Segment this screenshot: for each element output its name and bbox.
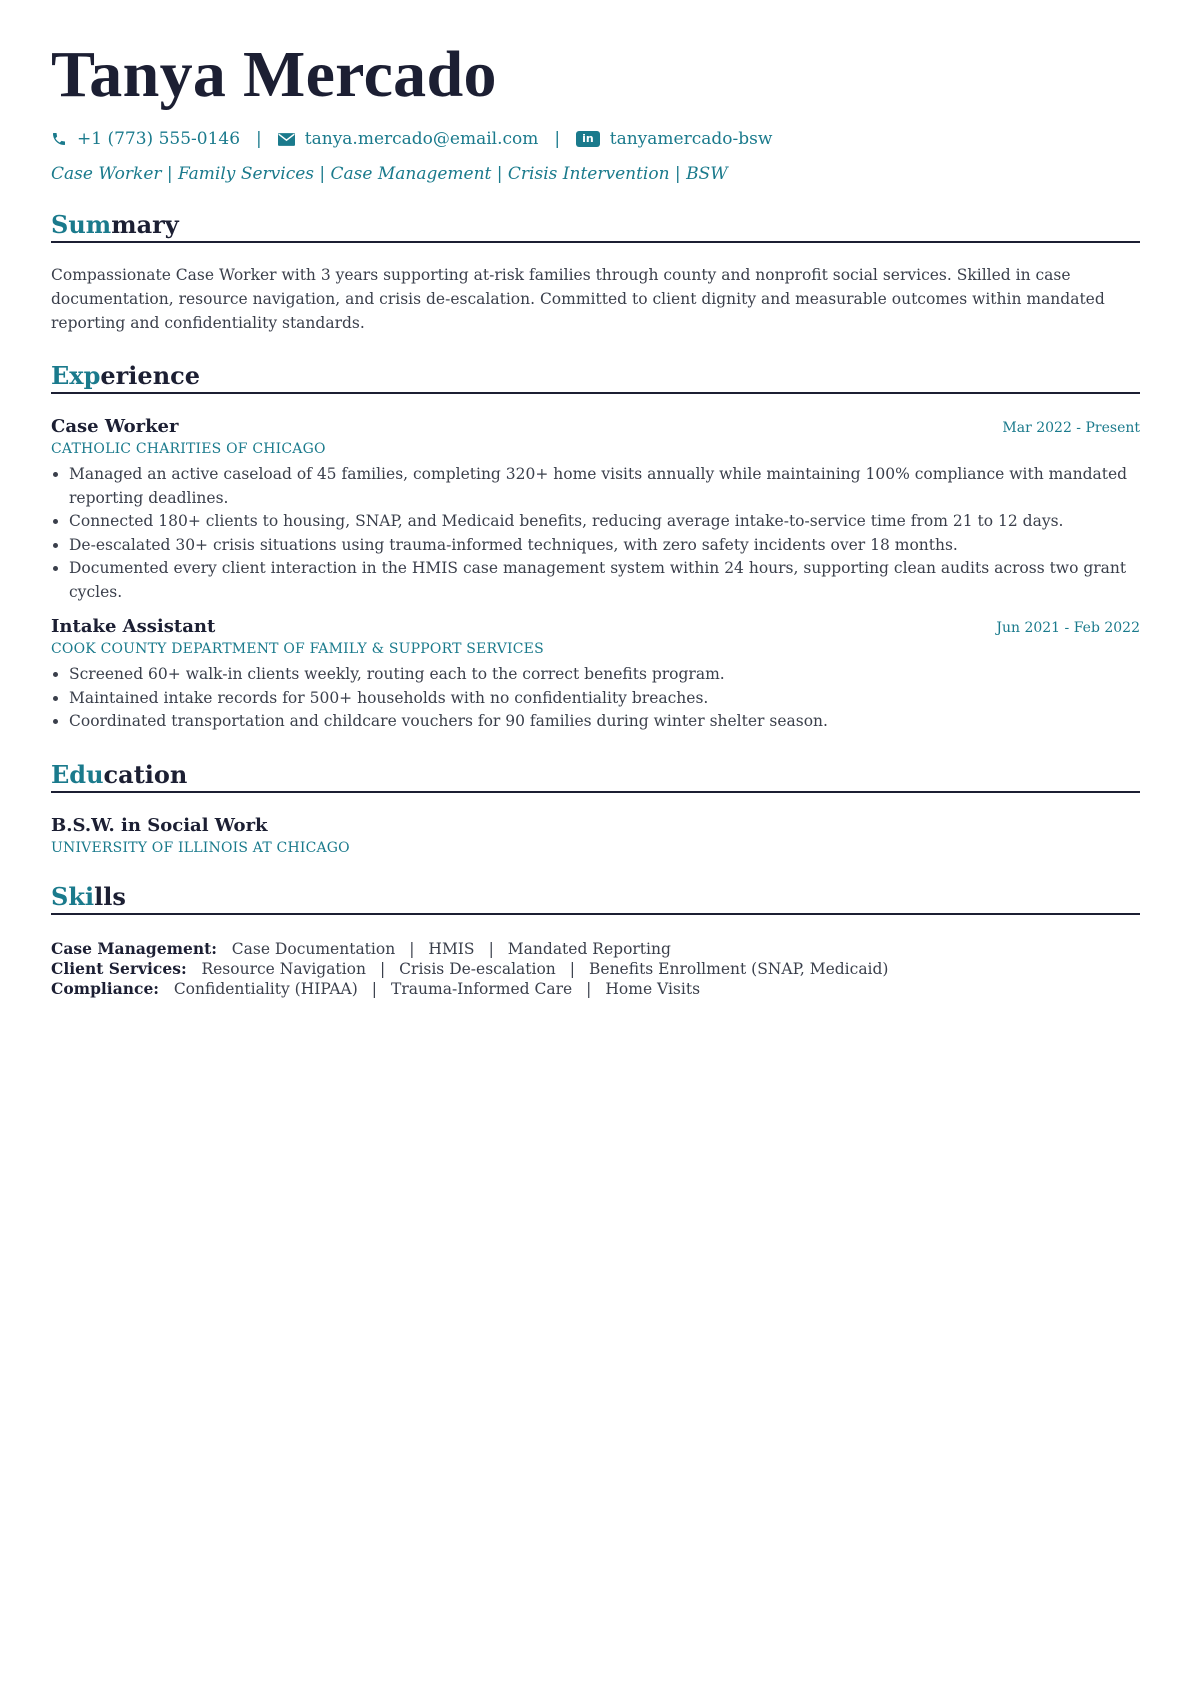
list-item: • De-escalated 30+ crisis situations using trauma-informed techniques, with zero safety incidents over 18 months. xyxy=(69,534,1140,558)
skill-category: Client Services: xyxy=(51,958,187,978)
email-contact[interactable] xyxy=(278,129,539,149)
job-entry xyxy=(51,416,1140,604)
education-section xyxy=(51,760,1140,856)
phone-number: +1 (773) 555-0146 xyxy=(77,129,241,149)
list-item: • Coordinated transportation and childcare vouchers for 90 families during winter shelter season. xyxy=(69,710,1140,734)
section-title-education: Education xyxy=(51,760,1140,793)
job-dates: Jun 2021 - Feb 2022 xyxy=(996,620,1140,636)
last-name: Mercado xyxy=(242,38,497,111)
job-bullets xyxy=(51,663,1140,734)
skill-row: Compliance: Confidentiality (HIPAA) | Trauma-Informed Care | Home Visits xyxy=(51,978,701,998)
job-organization: CATHOLIC CHARITIES OF CHICAGO xyxy=(51,441,326,457)
headline-tagline: Case Worker | Family Services | Case Management | Crisis Intervention | BSW xyxy=(51,164,728,184)
skill-item: Benefits Enrollment (SNAP, Medicaid) xyxy=(589,959,889,978)
education-entry xyxy=(51,815,1140,856)
job-entry xyxy=(51,616,1140,734)
experience-section xyxy=(51,361,1140,734)
skill-item: Resource Navigation xyxy=(201,959,366,978)
phone-contact[interactable] xyxy=(51,129,240,149)
linkedin-handle: tanyamercado-bsw xyxy=(609,129,773,149)
list-item: • Screened 60+ walk-in clients weekly, routing each to the correct benefits program. xyxy=(69,663,1140,687)
list-item: • Documented every client interaction in the HMIS case management system within 24 hours, supporting clean audits across two grant cycles. xyxy=(69,557,1140,604)
skill-item: Mandated Reporting xyxy=(507,939,671,958)
section-title-experience: Experience xyxy=(51,361,1140,394)
skill-row: Case Management: Case Documentation | HMIS | Mandated Reporting xyxy=(51,938,671,958)
summary-section xyxy=(51,210,1140,335)
section-title-summary: Summary xyxy=(51,210,1140,243)
contact-separator: | xyxy=(256,129,262,149)
skill-row: Client Services: Resource Navigation | Crisis De-escalation | Benefits Enrollment (SNAP, Medicaid) xyxy=(51,958,889,978)
skills-list xyxy=(51,939,1140,999)
linkedin-icon xyxy=(576,131,600,147)
skill-category: Compliance: xyxy=(51,978,160,998)
skill-item: HMIS xyxy=(428,939,475,958)
list-item: • Maintained intake records for 500+ households with no confidentiality breaches. xyxy=(69,687,1140,711)
list-item: • Connected 180+ clients to housing, SNAP, and Medicaid benefits, reducing average intake-to-service time from 21 to 12 days. xyxy=(69,510,1140,534)
phone-icon xyxy=(51,131,67,147)
email-address: tanya.mercado@email.com xyxy=(304,129,539,149)
linkedin-badge: in xyxy=(576,131,600,147)
job-bullets xyxy=(51,463,1140,604)
skill-item: Confidentiality (HIPAA) xyxy=(173,979,358,998)
linkedin-contact[interactable] xyxy=(576,129,772,149)
job-organization: COOK COUNTY DEPARTMENT OF FAMILY & SUPPORT SERVICES xyxy=(51,641,544,657)
job-dates: Mar 2022 - Present xyxy=(1002,420,1140,436)
school-name: UNIVERSITY OF ILLINOIS AT CHICAGO xyxy=(51,839,350,856)
first-name: Tanya xyxy=(51,38,227,111)
job-title: Intake Assistant xyxy=(51,616,216,637)
contact-line xyxy=(51,126,1140,152)
summary-text: Compassionate Case Worker with 3 years supporting at-risk families through county and nonprofit social services. Skilled in case documentation, resource navigation, and crisis de-escalation. Committed to client dignity and measurable outcomes within mandated reporting and confidentiality standards. xyxy=(51,266,1105,332)
skills-section xyxy=(51,882,1140,999)
skill-category: Case Management: xyxy=(51,938,217,958)
job-title: Case Worker xyxy=(51,416,179,437)
skill-item: Home Visits xyxy=(605,979,701,998)
list-item: • Managed an active caseload of 45 families, completing 320+ home visits annually while maintaining 100% compliance with mandated reporting deadlines. xyxy=(69,463,1140,510)
degree: B.S.W. in Social Work xyxy=(51,814,268,836)
contact-separator: | xyxy=(554,129,561,149)
skill-item: Trauma-Informed Care xyxy=(391,979,573,998)
candidate-name xyxy=(51,38,1140,112)
section-title-skills: Skills xyxy=(51,882,1140,915)
skill-item: Case Documentation xyxy=(231,939,396,958)
skill-item: Crisis De-escalation xyxy=(399,959,556,978)
envelope-icon xyxy=(278,133,295,146)
